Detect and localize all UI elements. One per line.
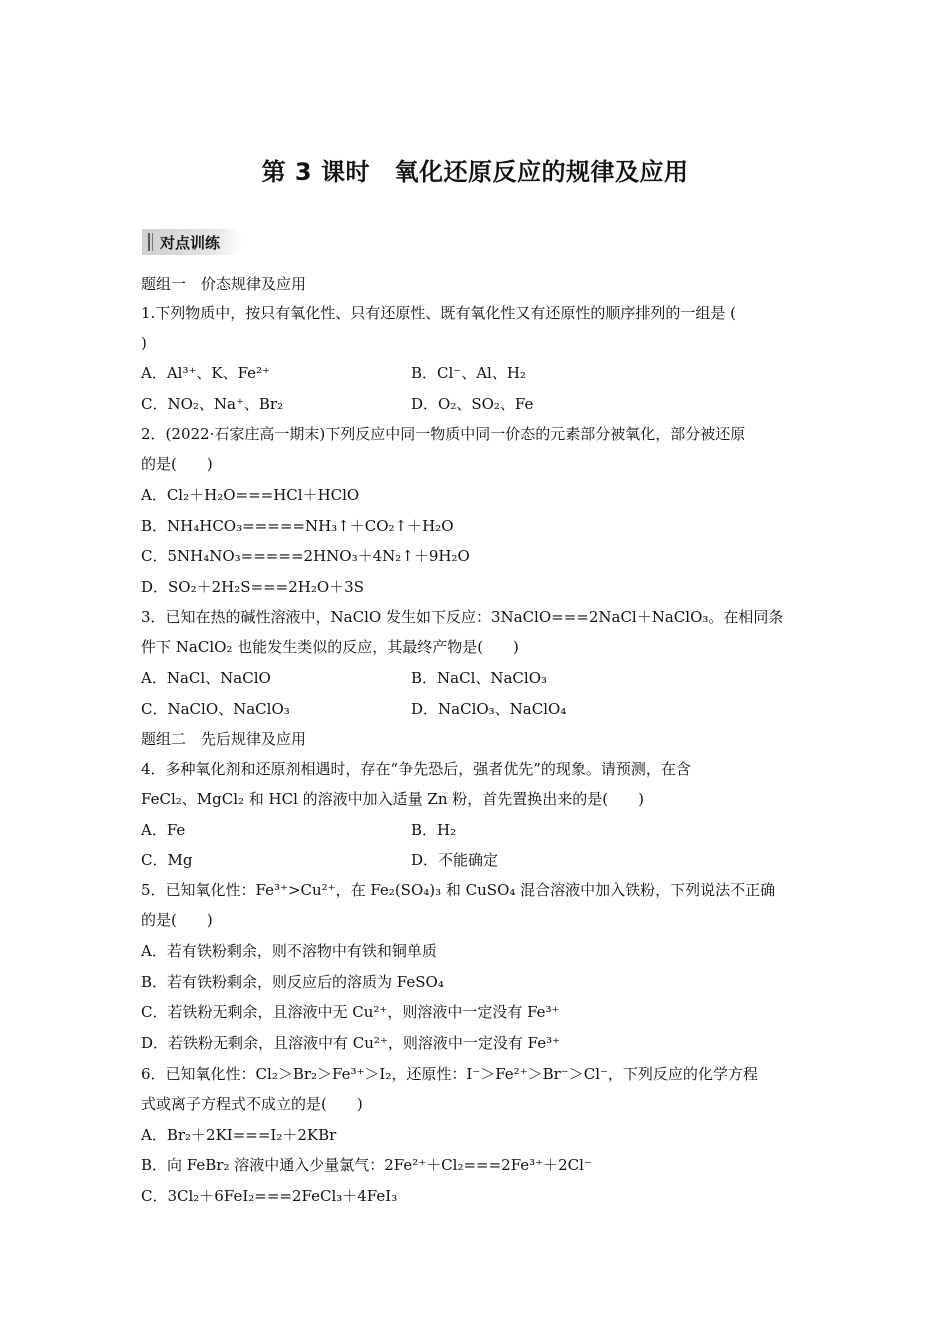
q5-option-a: A．若有铁粉剩余，则不溶物中有铁和铜单质 [141,942,437,960]
question-1-text-cont: ) [141,334,147,352]
q2-option-c: C．5NH₄NO₃=====2HNO₃＋4N₂↑＋9H₂O [141,547,470,565]
question-4-text-cont: FeCl₂、MgCl₂ 和 HCl 的溶液中加入适量 Zn 粉，首先置换出来的是( ) [141,790,644,808]
question-6-text-cont: 式或离子方程式不成立的是( ) [141,1095,363,1113]
q4-option-b: B．H₂ [411,821,457,839]
q5-option-c: C．若铁粉无剩余，且溶液中无 Cu²⁺，则溶液中一定没有 Fe³⁺ [141,1003,560,1021]
page-title: 第 3 课时 氧化还原反应的规律及应用 [261,158,689,186]
q4-option-c: C．Mg [141,851,193,869]
q1-option-d: D．O₂、SO₂、Fe [411,395,534,413]
section-tag-label: 对点训练 [160,234,221,252]
question-5-text-cont: 的是( ) [141,911,213,929]
question-3-text-cont: 件下 NaClO₂ 也能发生类似的反应，其最终产物是( ) [141,638,519,656]
q1-option-b: B．Cl⁻、Al、H₂ [411,364,526,382]
q2-option-d: D．SO₂＋2H₂S===2H₂O＋3S [141,578,364,596]
question-4-text: 4．多种氧化剂和还原剂相遇时，存在“争先恐后，强者优先”的现象。请预测，在含 [141,760,691,778]
question-3-text: 3．已知在热的碱性溶液中，NaClO 发生如下反应：3NaClO===2NaCl＋NaClO₃。在相同条 [141,608,784,626]
q1-option-c: C．NO₂、Na⁺、Br₂ [141,395,284,413]
question-2-text-cont: 的是( ) [141,455,213,473]
q4-option-a: A．Fe [141,821,186,839]
question-1-text: 1.下列物质中，按只有氧化性、只有还原性、既有氧化性又有还原性的顺序排列的一组是 ( [141,304,736,322]
q3-option-d: D．NaClO₃、NaClO₄ [411,700,567,718]
q2-option-b: B．NH₄HCO₃=====NH₃↑＋CO₂↑＋H₂O [141,517,454,535]
tag-bar-decoration [152,233,153,251]
q5-option-d: D．若铁粉无剩余，且溶液中有 Cu²⁺，则溶液中一定没有 Fe³⁺ [141,1034,561,1052]
question-6-text: 6．已知氧化性：Cl₂＞Br₂＞Fe³⁺＞I₂，还原性：I⁻＞Fe²⁺＞Br⁻＞Cl⁻，下列反应的化学方程 [141,1065,758,1083]
q6-option-a: A．Br₂＋2KI===I₂＋2KBr [141,1126,337,1144]
q2-option-a: A．Cl₂＋H₂O===HCl＋HClO [141,486,360,504]
section-tag [142,229,242,255]
question-5-text: 5．已知氧化性：Fe³⁺>Cu²⁺，在 Fe₂(SO₄)₃ 和 CuSO₄ 混合溶液中加入铁粉，下列说法不正确 [141,881,776,899]
q6-option-b: B．向 FeBr₂ 溶液中通入少量氯气：2Fe²⁺＋Cl₂===2Fe³⁺＋2Cl⁻ [141,1156,592,1174]
q4-option-d: D．不能确定 [411,851,499,869]
group-heading-1: 题组一 价态规律及应用 [141,275,307,293]
q3-option-b: B．NaCl、NaClO₃ [411,669,548,687]
q1-option-a: A．Al³⁺、K、Fe²⁺ [141,364,270,382]
question-2-text: 2．(2022·石家庄高一期末)下列反应中同一物质中同一价态的元素部分被氧化，部分被还原 [141,425,746,443]
tag-bar-decoration [148,233,150,251]
q5-option-b: B．若有铁粉剩余，则反应后的溶质为 FeSO₄ [141,973,444,991]
q3-option-c: C．NaClO、NaClO₃ [141,700,290,718]
group-heading-2: 题组二 先后规律及应用 [141,730,307,748]
q3-option-a: A．NaCl、NaClO [141,669,271,687]
q6-option-c: C．3Cl₂＋6FeI₂===2FeCl₃＋4FeI₃ [141,1187,398,1205]
